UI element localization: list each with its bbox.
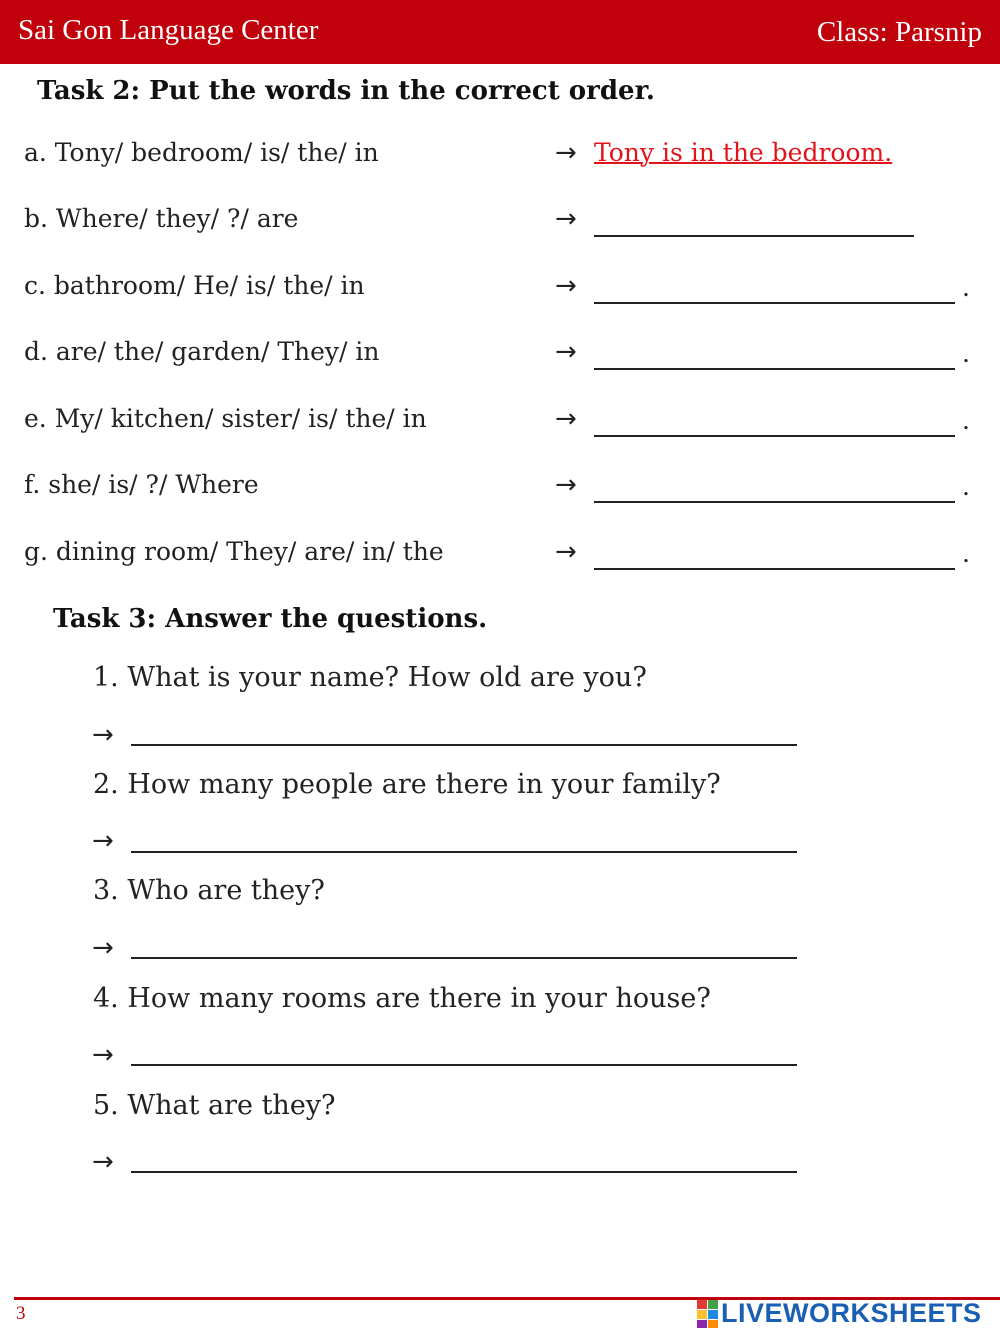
task3-question-2: 2. How many people are there in your family? [93,769,721,800]
task2-answer-field[interactable] [594,368,955,370]
task2-item-e [0,404,1000,444]
blocks-icon [697,1300,719,1328]
task2-answer-filled[interactable]: Tony is in the bedroom. [594,138,893,167]
task3-answer-field-1[interactable] [131,744,797,746]
task2-item-f [0,470,1000,510]
task2-prompt: a. Tony/ bedroom/ is/ the/ in [24,138,379,167]
task2-prompt: g. dining room/ They/ are/ in/ the [24,537,444,566]
arrow-icon: → [555,204,577,234]
task2-prompt: f. she/ is/ ?/ Where [24,470,259,499]
arrow-icon: → [555,271,577,301]
sentence-period: . [962,472,970,501]
task2-item-c [0,271,1000,311]
task2-prompt: b. Where/ they/ ?/ are [24,204,299,233]
arrow-icon: → [92,1040,114,1070]
task2-answer-field[interactable] [594,501,955,503]
task3-answer-field-5[interactable] [131,1171,797,1173]
task2-answer-field[interactable] [594,235,914,237]
task3-title: Task 3: Answer the questions. [53,604,488,634]
task2-answer-field[interactable] [594,568,955,570]
logo-text: LIVEWORKSHEETS [721,1298,982,1328]
sentence-period: . [962,539,970,568]
task2-answer-field[interactable] [594,435,955,437]
arrow-icon: → [555,537,577,567]
task3-answer-field-2[interactable] [131,851,797,853]
task2-prompt: e. My/ kitchen/ sister/ is/ the/ in [24,404,427,433]
task2-item-g [0,537,1000,577]
page-number: 3 [16,1303,26,1324]
arrow-icon: → [555,138,577,168]
task3-answer-field-4[interactable] [131,1064,797,1066]
task3-question-5: 5. What are they? [93,1090,336,1121]
liveworksheets-logo[interactable] [697,1298,997,1330]
sentence-period: . [962,339,970,368]
arrow-icon: → [555,404,577,434]
arrow-icon: → [92,720,114,750]
class-name: Class: Parsnip [816,16,982,48]
sentence-period: . [962,273,970,302]
arrow-icon: → [92,933,114,963]
task3-answer-field-3[interactable] [131,957,797,959]
task2-prompt: c. bathroom/ He/ is/ the/ in [24,271,365,300]
task3-question-3: 3. Who are they? [93,875,325,906]
task2-item-a [0,138,1000,178]
task2-prompt: d. are/ the/ garden/ They/ in [24,337,380,366]
page-header [0,0,1000,64]
arrow-icon: → [92,1147,114,1177]
arrow-icon: → [555,337,577,367]
task2-answer-field[interactable] [594,302,955,304]
arrow-icon: → [92,826,114,856]
school-name: Sai Gon Language Center [18,14,319,46]
sentence-period: . [962,406,970,435]
task3-question-4: 4. How many rooms are there in your house? [93,983,711,1014]
task2-item-d [0,337,1000,377]
arrow-icon: → [555,470,577,500]
task3-question-1: 1. What is your name? How old are you? [93,662,647,693]
task2-title: Task 2: Put the words in the correct order. [37,76,655,106]
task2-item-b [0,204,1000,244]
